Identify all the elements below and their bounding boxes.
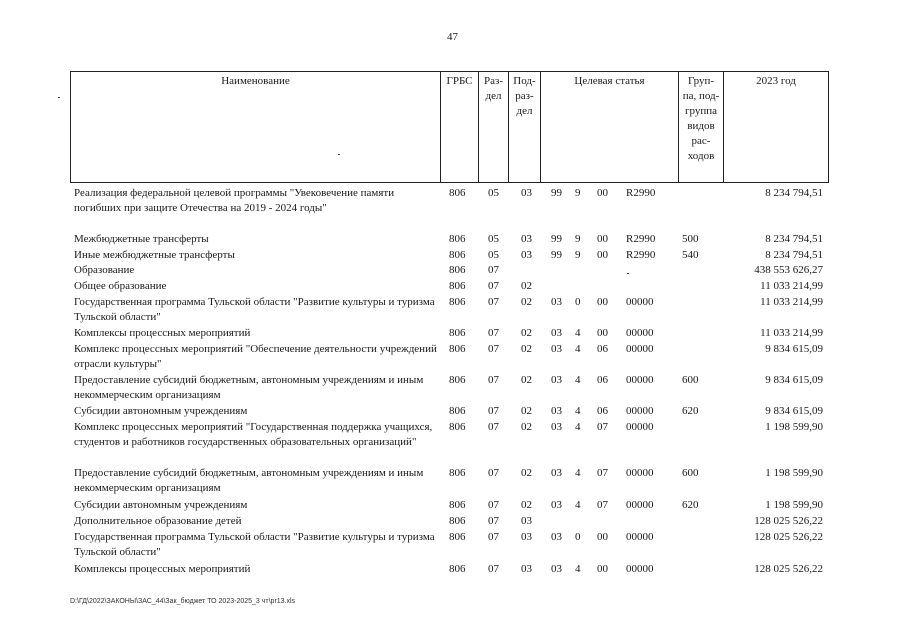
row-razdel: 07 (488, 405, 499, 417)
scan-speck (627, 273, 629, 274)
row-grbs: 806 (449, 264, 466, 276)
row-grbs: 806 (449, 515, 466, 527)
row-name: Общее образование (74, 280, 167, 292)
row-podrazdel: 03 (521, 515, 532, 527)
row-grbs: 806 (449, 531, 466, 543)
row-name: Межбюджетные трансферты (74, 233, 209, 245)
table-row (0, 562, 905, 592)
row-target-program: 99 (551, 249, 562, 261)
row-name: Дополнительное образование детей (74, 515, 242, 527)
row-grbs: 806 (449, 499, 466, 511)
row-amount: 128 025 526,22 (754, 563, 823, 575)
table-row (0, 373, 905, 403)
row-target-program: 03 (551, 563, 562, 575)
row-target-event: 06 (597, 405, 608, 417)
row-target-subprogram: 4 (575, 421, 581, 433)
table-row (0, 342, 905, 372)
row-podrazdel: 02 (521, 405, 532, 417)
row-razdel: 07 (488, 563, 499, 575)
row-target-direction: 00000 (626, 563, 654, 575)
row-target-subprogram: 9 (575, 187, 581, 199)
row-grbs: 806 (449, 405, 466, 417)
row-razdel: 07 (488, 374, 499, 386)
row-target-subprogram: 9 (575, 249, 581, 261)
row-razdel: 07 (488, 467, 499, 479)
row-podrazdel: 03 (521, 531, 532, 543)
row-target-direction: 00000 (626, 421, 654, 433)
row-target-event: 00 (597, 187, 608, 199)
row-target-subprogram: 4 (575, 467, 581, 479)
row-name: Государственная программа Тульской области "Развитие культуры и туризма Тульской области" (74, 531, 435, 558)
header-year: 2023 год (724, 72, 829, 183)
row-amount: 438 553 626,27 (754, 264, 823, 276)
row-name: Комплекс процессных мероприятий "Государственная поддержка учащихся, студентов и работников государственных образовательных организаций" (74, 421, 433, 448)
row-amount: 8 234 794,51 (765, 233, 823, 245)
row-podrazdel: 03 (521, 187, 532, 199)
row-target-program: 03 (551, 327, 562, 339)
row-amount: 11 033 214,99 (760, 327, 823, 339)
row-grbs: 806 (449, 249, 466, 261)
row-target-direction: 00000 (626, 467, 654, 479)
row-podrazdel: 02 (521, 421, 532, 433)
row-razdel: 07 (488, 327, 499, 339)
header-target: Целевая статья (541, 72, 679, 183)
row-target-subprogram: 0 (575, 296, 581, 308)
row-razdel: 05 (488, 233, 499, 245)
row-target-event: 00 (597, 531, 608, 543)
row-name: Комплекс процессных мероприятий "Обеспечение деятельности учреждений отрасли культуры" (74, 343, 437, 370)
row-target-direction: R2990 (626, 187, 656, 199)
row-podrazdel: 02 (521, 296, 532, 308)
row-target-event: 00 (597, 249, 608, 261)
row-name: Комплексы процессных мероприятий (74, 563, 251, 575)
row-group: 500 (682, 233, 699, 245)
row-amount: 9 834 615,09 (765, 343, 823, 355)
row-grbs: 806 (449, 343, 466, 355)
row-razdel: 07 (488, 296, 499, 308)
row-name: Субсидии автономным учреждениям (74, 405, 248, 417)
row-target-program: 03 (551, 421, 562, 433)
row-razdel: 07 (488, 499, 499, 511)
row-amount: 1 198 599,90 (765, 467, 823, 479)
row-target-event: 07 (597, 467, 608, 479)
row-grbs: 806 (449, 296, 466, 308)
row-razdel: 07 (488, 515, 499, 527)
row-name: Предоставление субсидий бюджетным, автономным учреждениям и иным некоммерческим организациям (74, 374, 424, 401)
table-row (0, 530, 905, 560)
row-target-program: 03 (551, 531, 562, 543)
row-podrazdel: 03 (521, 249, 532, 261)
row-target-event: 00 (597, 563, 608, 575)
row-amount: 1 198 599,90 (765, 499, 823, 511)
row-amount: 9 834 615,09 (765, 374, 823, 386)
row-target-subprogram: 4 (575, 343, 581, 355)
row-target-event: 07 (597, 499, 608, 511)
header-group: Груп- па, под- группа видов рас- ходов (679, 72, 724, 183)
row-razdel: 07 (488, 264, 499, 276)
row-target-direction: 00000 (626, 405, 654, 417)
row-name: Государственная программа Тульской области "Развитие культуры и туризма Тульской области" (74, 296, 435, 323)
row-target-event: 00 (597, 233, 608, 245)
header-name: Наименование (71, 72, 441, 183)
row-amount: 128 025 526,22 (754, 515, 823, 527)
row-grbs: 806 (449, 467, 466, 479)
row-target-program: 99 (551, 187, 562, 199)
row-target-direction: 00000 (626, 499, 654, 511)
row-target-event: 06 (597, 374, 608, 386)
row-target-subprogram: 4 (575, 405, 581, 417)
row-target-direction: 00000 (626, 531, 654, 543)
row-name: Комплексы процессных мероприятий (74, 327, 251, 339)
row-target-program: 03 (551, 405, 562, 417)
row-amount: 11 033 214,99 (760, 296, 823, 308)
row-razdel: 05 (488, 187, 499, 199)
row-amount: 1 198 599,90 (765, 421, 823, 433)
row-target-direction: R2990 (626, 249, 656, 261)
row-group: 620 (682, 499, 699, 511)
row-target-program: 03 (551, 343, 562, 355)
header-razdel: Раз- дел (479, 72, 509, 183)
row-grbs: 806 (449, 327, 466, 339)
row-target-subprogram: 9 (575, 233, 581, 245)
row-amount: 128 025 526,22 (754, 531, 823, 543)
row-target-subprogram: 4 (575, 374, 581, 386)
row-target-program: 99 (551, 233, 562, 245)
row-razdel: 07 (488, 343, 499, 355)
table-header (70, 71, 829, 183)
row-podrazdel: 03 (521, 233, 532, 245)
row-target-program: 03 (551, 374, 562, 386)
row-target-event: 07 (597, 421, 608, 433)
row-podrazdel: 02 (521, 327, 532, 339)
row-razdel: 07 (488, 421, 499, 433)
page-number: 47 (447, 31, 458, 43)
row-razdel: 07 (488, 531, 499, 543)
row-target-subprogram: 4 (575, 499, 581, 511)
row-target-direction: 00000 (626, 374, 654, 386)
row-podrazdel: 02 (521, 374, 532, 386)
header-grbs: ГРБС (441, 72, 479, 183)
table-row (0, 466, 905, 496)
row-name: Образование (74, 264, 135, 276)
row-group: 620 (682, 405, 699, 417)
row-amount: 9 834 615,09 (765, 405, 823, 417)
row-amount: 8 234 794,51 (765, 249, 823, 261)
row-razdel: 07 (488, 280, 499, 292)
row-target-event: 00 (597, 327, 608, 339)
table-row (0, 420, 905, 450)
row-group: 540 (682, 249, 699, 261)
row-podrazdel: 02 (521, 467, 532, 479)
row-amount: 11 033 214,99 (760, 280, 823, 292)
row-target-program: 03 (551, 296, 562, 308)
scan-speck (58, 97, 60, 98)
row-razdel: 05 (488, 249, 499, 261)
scan-speck (338, 154, 340, 155)
row-name: Иные межбюджетные трансферты (74, 249, 235, 261)
row-grbs: 806 (449, 187, 466, 199)
row-target-event: 06 (597, 343, 608, 355)
row-grbs: 806 (449, 280, 466, 292)
row-name: Субсидии автономным учреждениям (74, 499, 248, 511)
row-podrazdel: 03 (521, 563, 532, 575)
row-group: 600 (682, 467, 699, 479)
row-target-program: 03 (551, 499, 562, 511)
row-target-subprogram: 0 (575, 531, 581, 543)
row-grbs: 806 (449, 421, 466, 433)
row-podrazdel: 02 (521, 280, 532, 292)
row-target-direction: 00000 (626, 327, 654, 339)
table-row (0, 295, 905, 325)
row-grbs: 806 (449, 233, 466, 245)
row-target-direction: 00000 (626, 343, 654, 355)
header-podrazdel: Под- раз- дел (509, 72, 541, 183)
row-target-direction: R2990 (626, 233, 656, 245)
row-group: 600 (682, 374, 699, 386)
row-amount: 8 234 794,51 (765, 187, 823, 199)
row-grbs: 806 (449, 374, 466, 386)
file-path-footer: D:\ГД\2022\ЗАКОНЫ\ЗАС_44\Зак_бюджет ТО 2023-2025_3 чт\pr13.xls (70, 598, 296, 605)
row-name: Реализация федеральной целевой программы "Увековечение памяти погибших при защите Отечества на 2019 - 2024 годы" (74, 187, 395, 214)
row-name: Предоставление субсидий бюджетным, автономным учреждениям и иным некоммерческим организациям (74, 467, 424, 494)
row-target-program: 03 (551, 467, 562, 479)
row-podrazdel: 02 (521, 499, 532, 511)
row-target-subprogram: 4 (575, 327, 581, 339)
row-target-direction: 00000 (626, 296, 654, 308)
row-podrazdel: 02 (521, 343, 532, 355)
row-target-subprogram: 4 (575, 563, 581, 575)
row-grbs: 806 (449, 563, 466, 575)
row-target-event: 00 (597, 296, 608, 308)
table-row (0, 186, 905, 216)
